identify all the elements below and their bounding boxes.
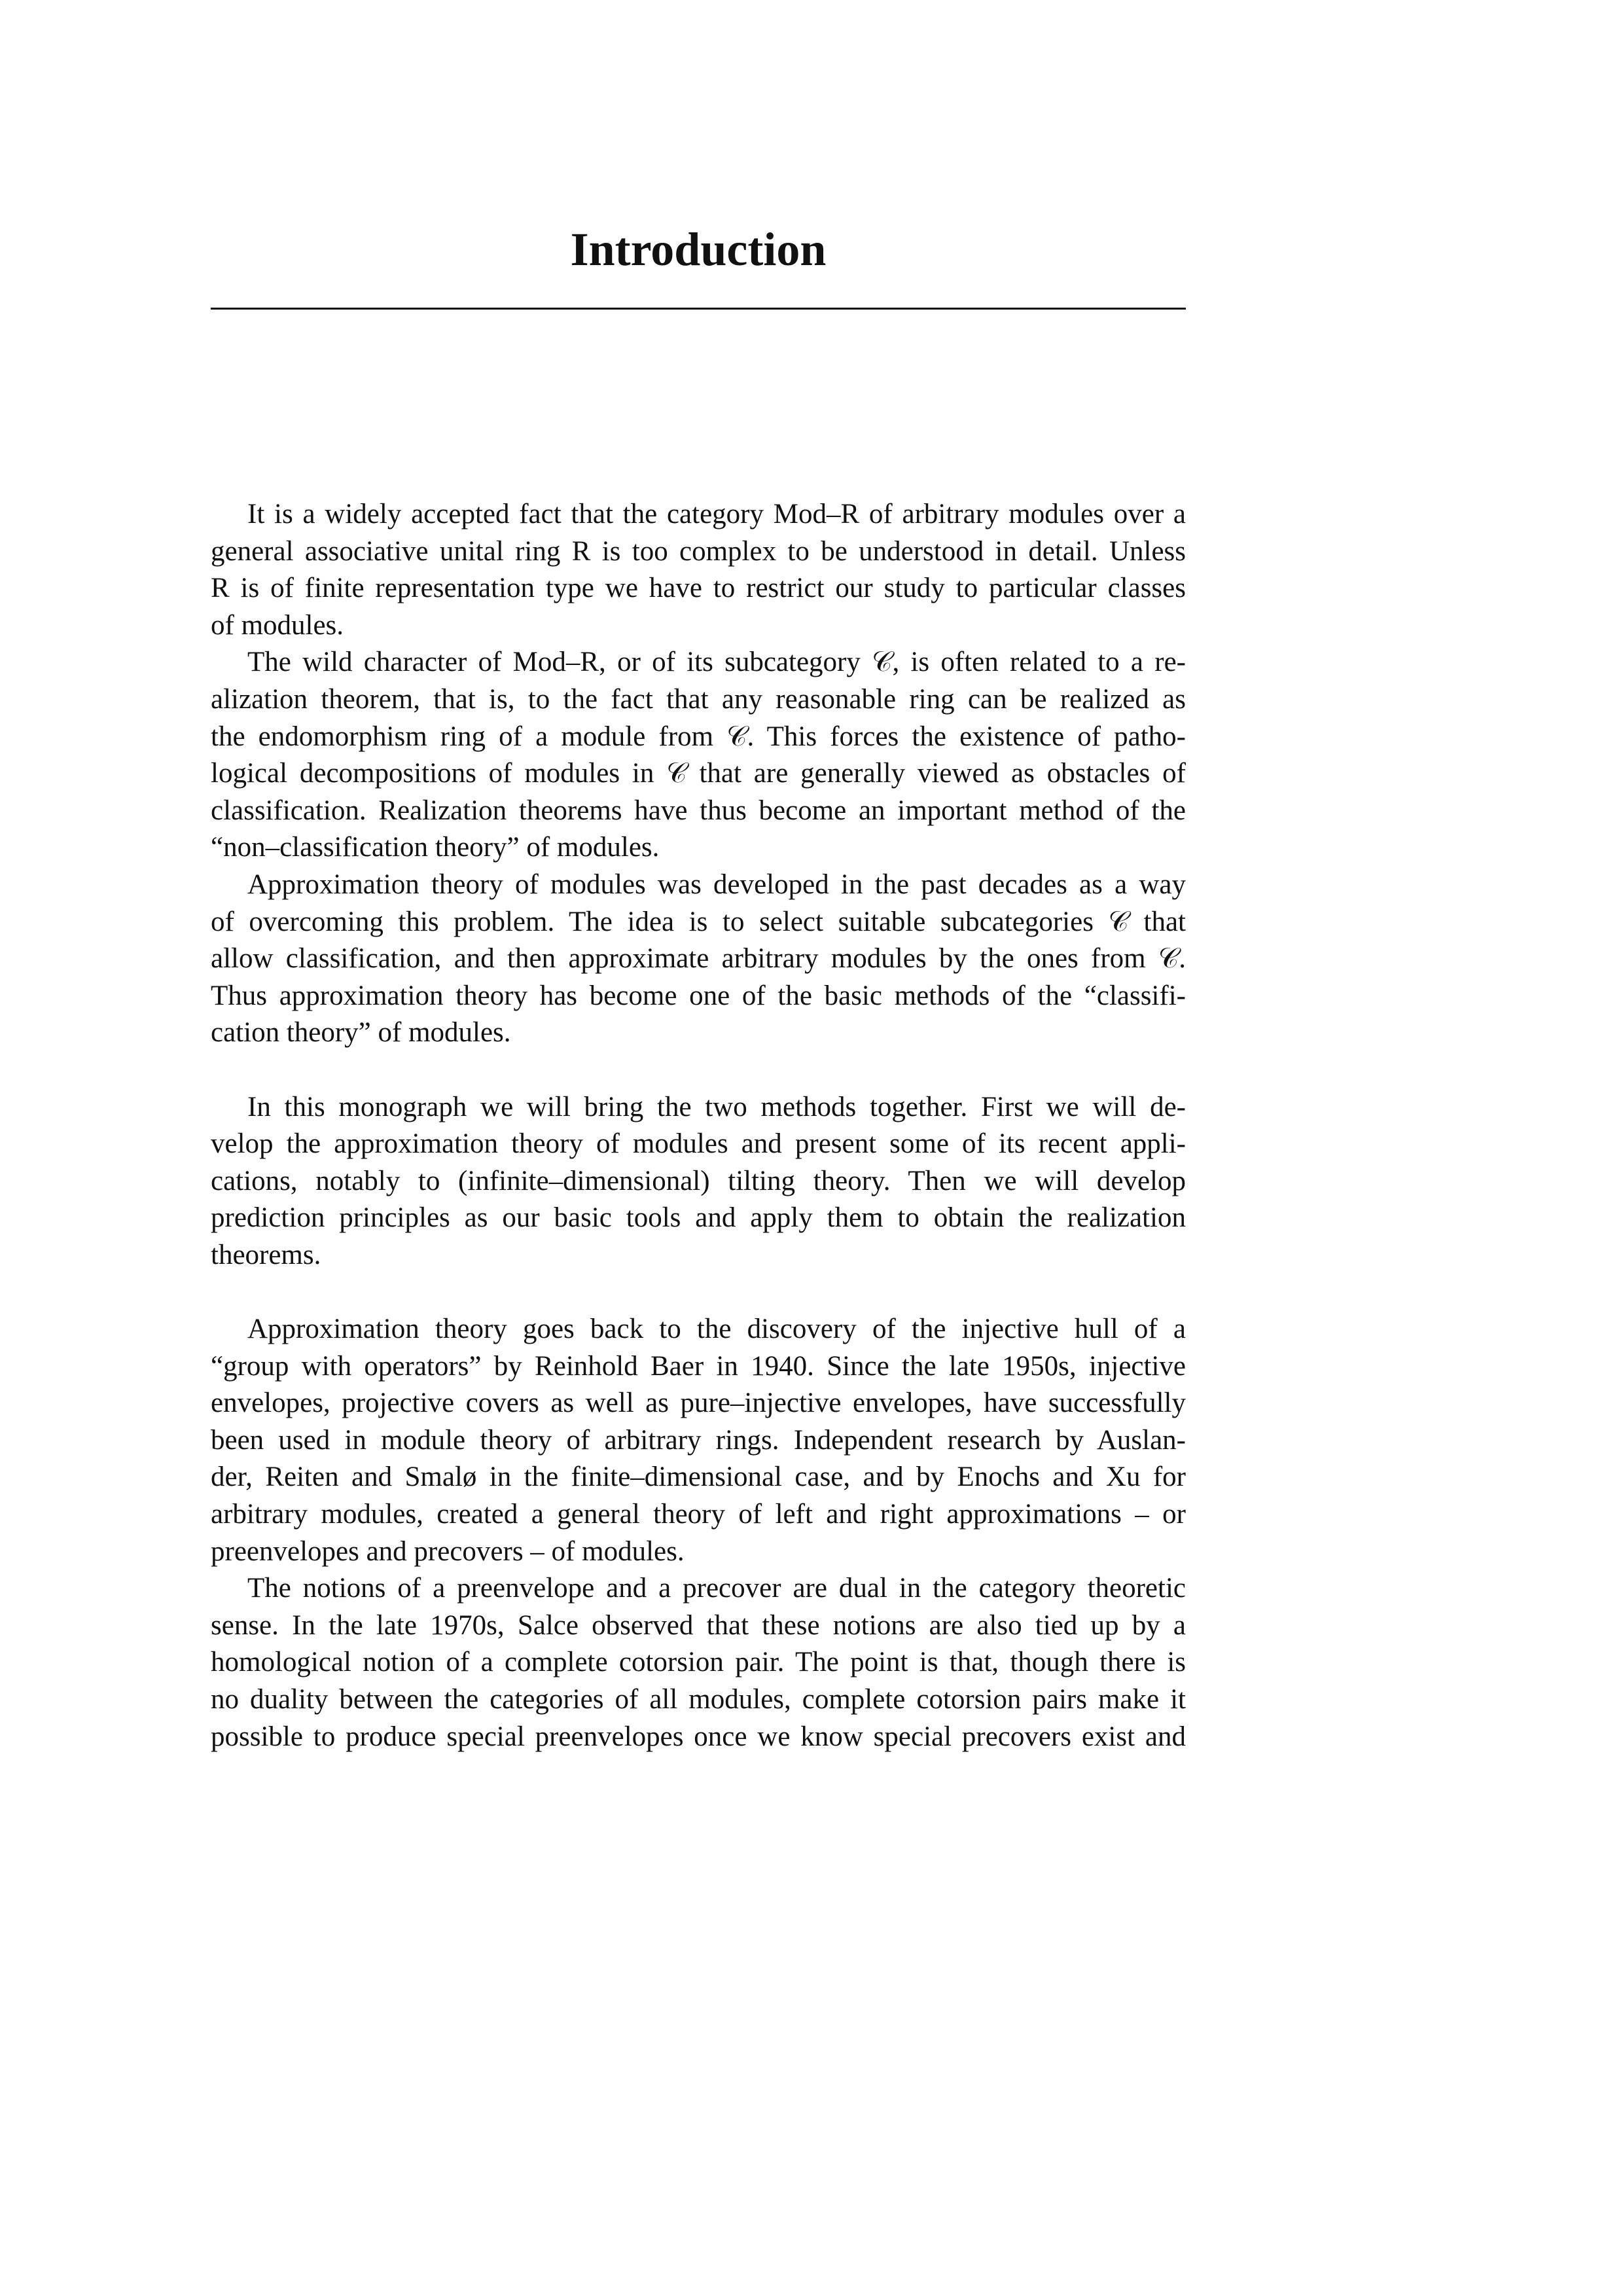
paragraph-4 (211, 1089, 1186, 1274)
text-line: The notions of a preenvelope and a precover are dual in the category theoretic (247, 1573, 1186, 1604)
text-line: cation theory” of modules. (211, 1017, 511, 1049)
text-line: theorems. (211, 1239, 321, 1270)
text-line: It is a widely accepted fact that the category Mod–R of arbitrary modules over a (247, 499, 1186, 529)
text-line: Approximation theory goes back to the discovery of the injective hull of a (247, 1314, 1186, 1345)
text-line: The wild character of Mod–R, or of its subcategory 𝒞, is often related to a re- (247, 647, 1186, 678)
body-text (211, 496, 1186, 1755)
text-line: no duality between the categories of all modules, complete cotorsion pairs make it (211, 1684, 1186, 1715)
paragraph-2 (211, 644, 1186, 867)
text-line: alization theorem, that is, to the fact that any reasonable ring can be realized as (211, 683, 1186, 715)
paragraph-6 (211, 1570, 1186, 1755)
text-line: been used in module theory of arbitrary rings. Independent research by Auslan- (211, 1424, 1186, 1456)
paragraph-gap (211, 1052, 1186, 1089)
text-line: homological notion of a complete cotorsion pair. The point is that, though there is (211, 1647, 1186, 1678)
text-line: general associative unital ring R is too complex to be understood in detail. Unless (211, 535, 1186, 567)
text-line: possible to produce special preenvelopes once we know special precovers exist and (211, 1721, 1186, 1752)
text-line: classification. Realization theorems have thus become an important method of the (211, 795, 1186, 826)
text-line: preenvelopes and precovers – of modules. (211, 1535, 685, 1567)
title-rule (211, 308, 1186, 310)
text-line: “group with operators” by Reinhold Baer in 1940. Since the late 1950s, injective (211, 1350, 1186, 1382)
text-line: “non–classification theory” of modules. (211, 832, 660, 863)
paragraph-5 (211, 1311, 1186, 1570)
text-line: arbitrary modules, created a general theory of left and right approximations – or (211, 1499, 1186, 1530)
text-line: of modules. (211, 609, 344, 641)
text-line: logical decompositions of modules in 𝒞 that are generally viewed as obstacles of (211, 758, 1186, 789)
text-line: of overcoming this problem. The idea is to select suitable subcategories 𝒞 that (211, 906, 1186, 937)
text-line: R is of finite representation type we have to restrict our study to particular classes (211, 573, 1186, 604)
text-line: der, Reiten and Smalø in the finite–dimensional case, and by Enochs and Xu for (211, 1462, 1186, 1493)
text-line: velop the approximation theory of modules and present some of its recent appli- (211, 1128, 1186, 1160)
text-line: Approximation theory of modules was developed in the past decades as a way (247, 869, 1186, 900)
text-line: In this monograph we will bring the two methods together. First we will de- (247, 1091, 1186, 1122)
text-line: the endomorphism ring of a module from 𝒞. This forces the existence of patho- (211, 721, 1186, 752)
paragraph-1 (211, 496, 1186, 644)
paragraph-gap (211, 1274, 1186, 1311)
paragraph-3 (211, 867, 1186, 1052)
text-line: allow classification, and then approximate arbitrary modules by the ones from 𝒞. (211, 943, 1186, 975)
text-line: envelopes, projective covers as well as pure–injective envelopes, have successfully (211, 1388, 1186, 1419)
text-line: cations, notably to (infinite–dimensional) tilting theory. Then we will develop (211, 1165, 1186, 1196)
text-line: prediction principles as our basic tools and apply them to obtain the realization (211, 1202, 1186, 1234)
text-line: Thus approximation theory has become one of the basic methods of the “classifi- (211, 980, 1186, 1011)
text-line: sense. In the late 1970s, Salce observed that these notions are also tied up by a (211, 1609, 1186, 1641)
chapter-title: Introduction (570, 223, 827, 276)
